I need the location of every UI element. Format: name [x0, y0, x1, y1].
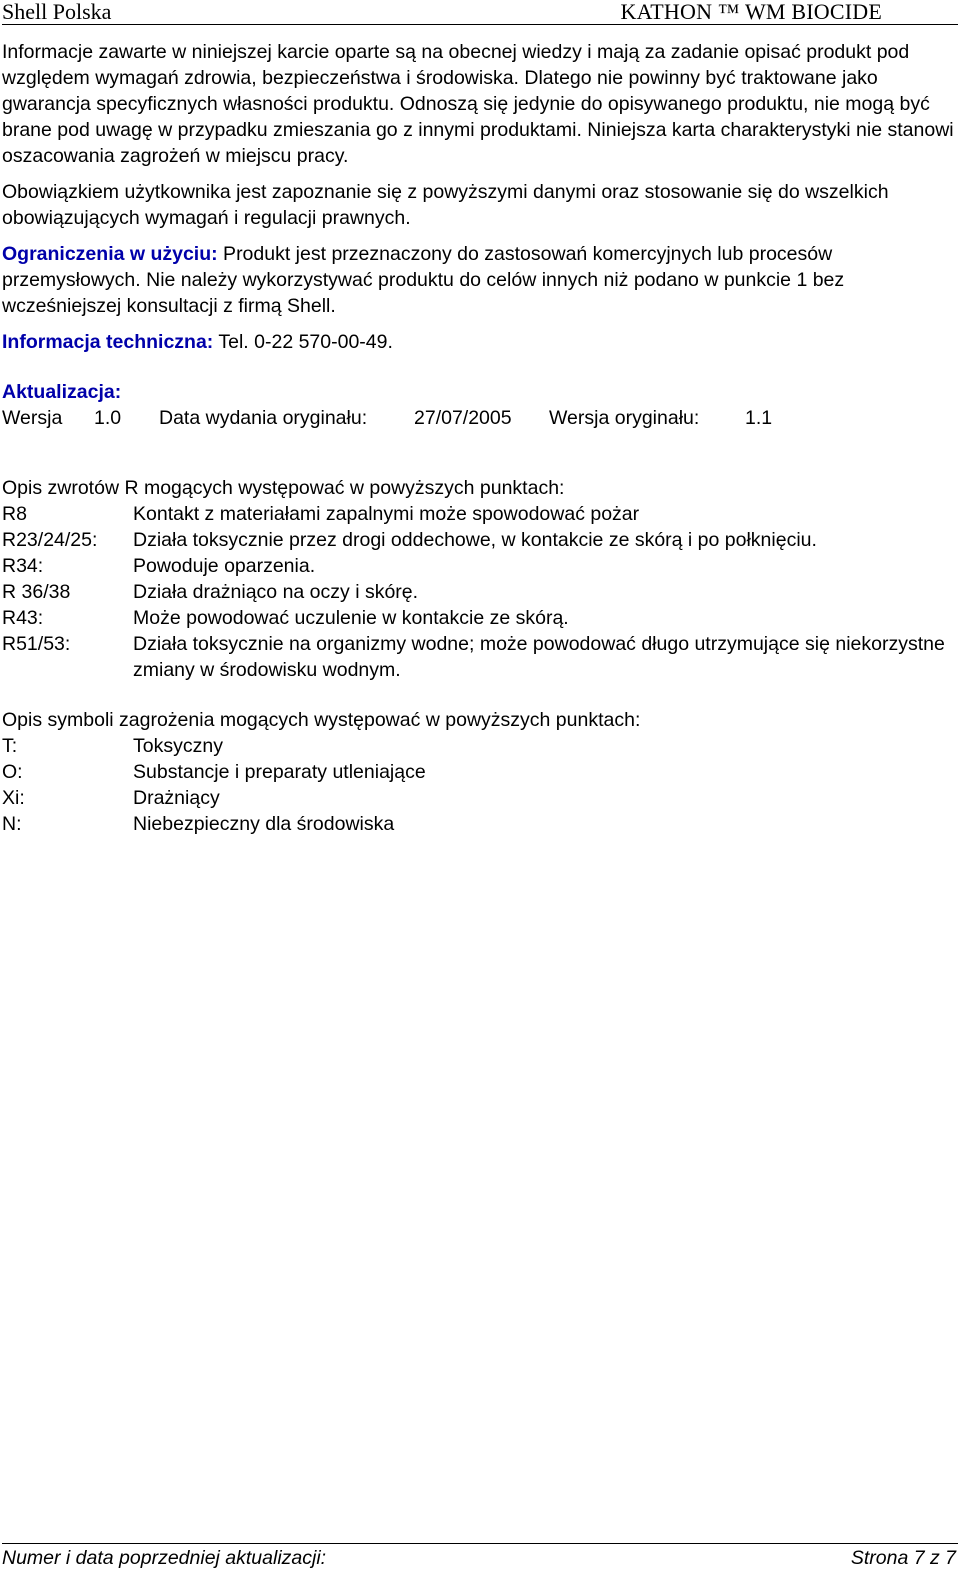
document-body — [2, 39, 954, 837]
symbol-text: Niebezpieczny dla środowiska — [133, 813, 395, 835]
table-row — [2, 759, 426, 785]
date-label: Data wydania oryginału: — [159, 407, 368, 429]
r-text: Działa drażniąco na oczy i skórę. — [133, 581, 419, 603]
table-row — [2, 553, 954, 579]
symbol-code: T: — [2, 735, 18, 757]
r-code: R34: — [2, 555, 44, 577]
table-row — [2, 733, 426, 759]
page-header — [2, 0, 958, 25]
r-code: R8 — [2, 503, 27, 525]
table-row — [2, 811, 426, 837]
header-product: KATHON ™ WM BIOCIDE — [620, 0, 882, 24]
page-footer — [2, 1543, 958, 1569]
r-code: R23/24/25: — [2, 529, 98, 551]
symbols-title: Opis symboli zagrożenia mogących występować w powyższych punktach: — [2, 709, 641, 731]
date-value: 27/07/2005 — [414, 407, 512, 429]
r-text: Powoduje oparzenia. — [133, 555, 316, 577]
symbol-code: N: — [2, 813, 22, 835]
version-label: Wersja — [2, 407, 63, 429]
symbol-code: Xi: — [2, 787, 25, 809]
symbol-text: Substancje i preparaty utleniające — [133, 761, 426, 783]
revision-label: Aktualizacja: — [2, 381, 122, 403]
usage-restriction-label: Ograniczenia w użyciu: — [2, 243, 218, 265]
symbol-text: Drażniący — [133, 787, 220, 809]
symbol-text: Toksyczny — [133, 735, 223, 757]
table-row — [2, 501, 954, 527]
r-text: Działa toksycznie przez drogi oddechowe, w kontakcie ze skórą i po połknięciu. — [133, 529, 817, 551]
r-text: Działa toksycznie na organizmy wodne; może powodować długo utrzymujące się niekorzystne zmiany w środowisku wodnym. — [133, 633, 945, 681]
version-value: 1.0 — [94, 407, 122, 429]
technical-info-paragraph — [2, 329, 954, 355]
usage-restriction-text: Produkt jest przeznaczony do zastosowań komercyjnych lub procesów przemysłowych. Nie należy wykorzystywać produktu do celów innych niż podano w punkcie 1 bez wcześniejszej konsultacji z firmą Shell. — [2, 243, 845, 317]
r-code: R51/53: — [2, 633, 71, 655]
r-code: R43: — [2, 607, 44, 629]
usage-restriction-paragraph — [2, 241, 954, 319]
r-code: R 36/38 — [2, 581, 71, 603]
technical-info-text: Tel. 0-22 570-00-49. — [213, 331, 393, 353]
symbol-code: O: — [2, 761, 23, 783]
table-row — [2, 579, 954, 605]
header-company: Shell Polska — [2, 0, 112, 24]
r-phrases-title: Opis zwrotów R mogących występować w powyższych punktach: — [2, 477, 565, 499]
technical-info-label: Informacja techniczna: — [2, 331, 214, 353]
symbols-table — [2, 733, 426, 837]
revision-line — [2, 405, 954, 431]
user-obligation-paragraph: Obowiązkiem użytkownika jest zapoznanie się z powyższymi danymi oraz stosowanie się do wszelkich obowiązujących wymagań i regulacji prawnych. — [2, 181, 889, 229]
table-row — [2, 631, 954, 683]
table-row — [2, 785, 426, 811]
r-text: Może powodować uczulenie w kontakcie ze skórą. — [133, 607, 569, 629]
table-row — [2, 527, 954, 553]
r-phrases-table — [2, 501, 954, 683]
orig-version-value: 1.1 — [745, 407, 773, 429]
orig-version-label: Wersja oryginału: — [549, 407, 700, 429]
r-text: Kontakt z materiałami zapalnymi może spowodować pożar — [133, 503, 640, 525]
footer-page-number: Strona 7 z 7 — [850, 1547, 956, 1569]
table-row — [2, 605, 954, 631]
footer-previous-update: Numer i data poprzedniej aktualizacji: — [2, 1547, 327, 1569]
disclaimer-paragraph: Informacje zawarte w niniejszej karcie oparte są na obecnej wiedzy i mają za zadanie opisać produkt pod względem wymagań zdrowia, bezpieczeństwa i środowiska. Dlatego nie powinny być traktowane jako gwarancja specyficznych własności produktu. Odnoszą się jedynie do opisywanego produktu, nie mogą być brane pod uwagę w przypadku zmieszania go z innymi produktami. Niniejsza karta charakterystyki nie stanowi oszacowania zagrożeń w miejscu pracy. — [2, 41, 954, 167]
